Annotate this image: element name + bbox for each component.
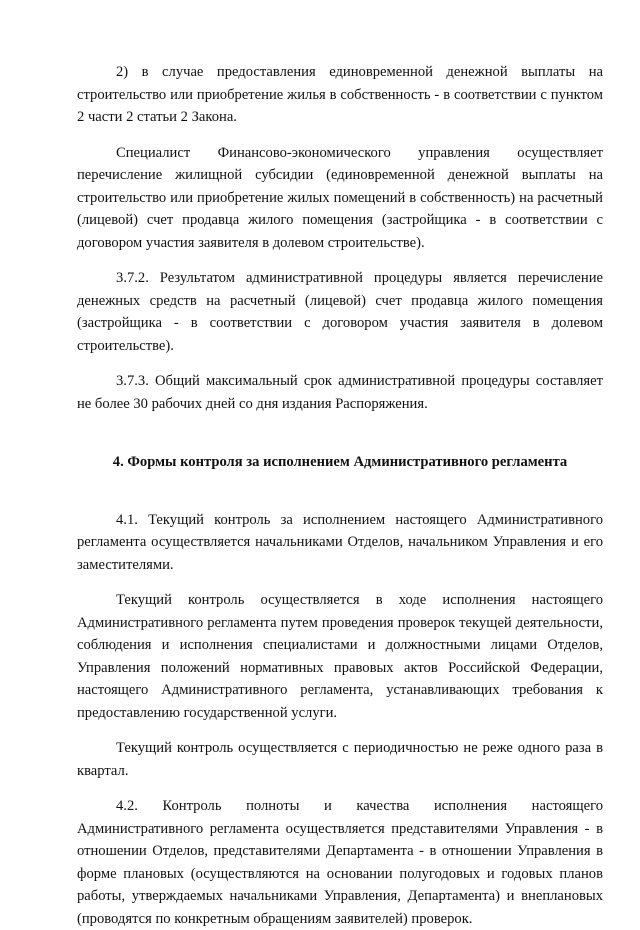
paragraph: 4.2. Контроль полноты и качества исполнения настоящего Административного регламента осуществляется представителями Управления - в отношении Отделов, представителями Департамента - в отношении Управления в форме плановых (осуществляются на основании полугодовых и годовых планов работы, утверждаемых начальниками Управления, Департамента) и внеплановых (проводятся по конкретным обращениям заявителей) проверок. [77, 798, 603, 927]
paragraph: 3.7.2. Результатом административной процедуры является перечисление денежных средств на расчетный (лицевой) счет продавца жилого помещения (застройщика - в соответствии с договором участия заявителя в долевом строительстве). [77, 270, 603, 354]
section-heading: 4. Формы контроля за исполнением Административного регламента [112, 454, 568, 470]
paragraph: Текущий контроль осуществляется с периодичностью не реже одного раза в квартал. [77, 740, 603, 779]
paragraph: 2) в случае предоставления единовременной денежной выплаты на строительство или приобретение жилья в собственность - в соответствии с пунктом 2 части 2 статьи 2 Закона. [77, 64, 603, 125]
paragraph: Текущий контроль осуществляется в ходе исполнения настоящего Административного регламента путем проведения проверок текущей деятельности, соблюдения и исполнения специалистами и должностными лицами Отделов, Управления положений нормативных правовых актов Российской Федерации, настоящего Административного регламента, устанавливающих требования к предоставлению государственной услуги. [77, 592, 603, 721]
document-body [77, 61, 603, 930]
paragraph: 3.7.3. Общий максимальный срок административной процедуры составляет не более 30 рабочих дней со дня издания Распоряжения. [77, 373, 603, 412]
paragraph: 4.1. Текущий контроль за исполнением настоящего Административного регламента осуществляется начальниками Отделов, начальником Управления и его заместителями. [77, 511, 603, 573]
paragraph: Специалист Финансово-экономического управления осуществляет перечисление жилищной субсидии (единовременной денежной выплаты на строительство или приобретение жилых помещений в собственность) на расчетный (лицевой) счет продавца жилого помещения (застройщика - в соответствии с договором участия заявителя в долевом строительстве). [77, 144, 603, 251]
